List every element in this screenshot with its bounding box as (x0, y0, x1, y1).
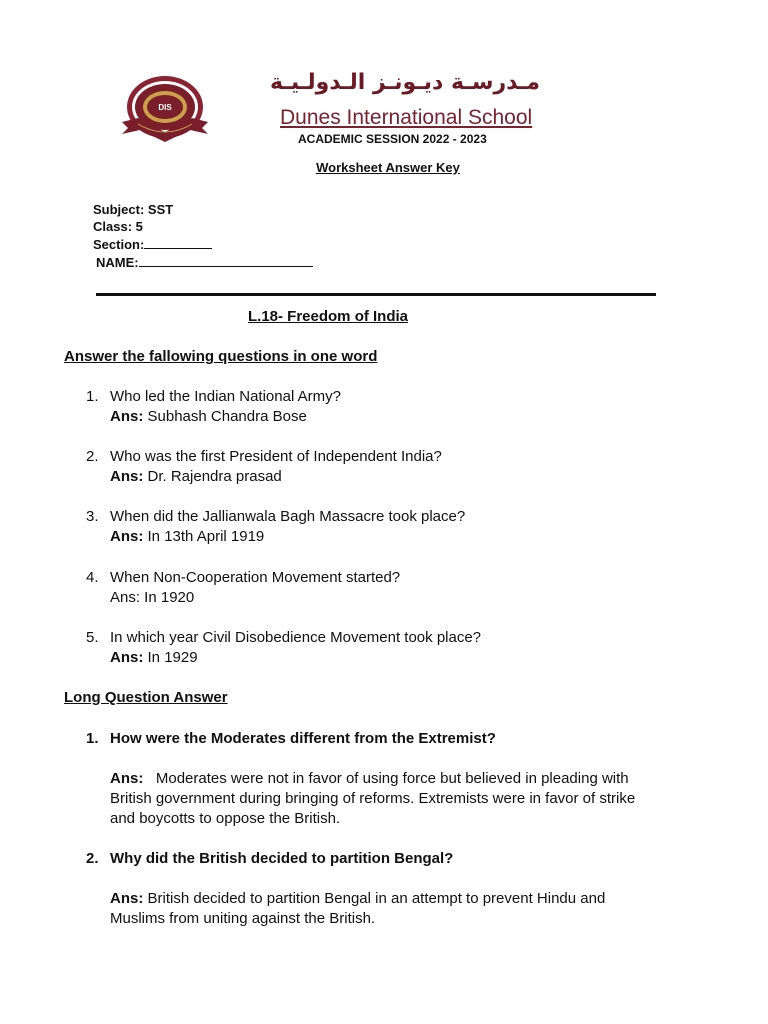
answer-paragraph (110, 889, 700, 929)
question-number: 2. (86, 448, 99, 465)
worksheet-title: Worksheet Answer Key (316, 160, 460, 175)
question-number: 2. (86, 850, 99, 867)
academic-session: ACADEMIC SESSION 2022 - 2023 (298, 132, 487, 146)
question-number: 3. (86, 508, 99, 525)
question-number: 1. (86, 388, 99, 405)
answer-text: Subhash Chandra Bose (143, 408, 307, 425)
header-divider (96, 293, 656, 296)
answer-line-text: British government during bringing of reforms. Extremists were in favor of strike (110, 790, 636, 807)
answer-line (110, 588, 700, 608)
answer-line (110, 527, 700, 547)
question-text: Who was the first President of Independent India? (110, 448, 442, 465)
school-name-arabic: مـدرسـة ديـونـز الـدولـيـة (270, 70, 540, 95)
answer-line (110, 467, 700, 487)
section-blank (144, 237, 212, 249)
answer-label: Ans: (110, 770, 144, 787)
question-item (0, 387, 768, 429)
answer-paragraph (110, 769, 700, 829)
answer-text: In 1929 (143, 649, 198, 666)
long-answer-heading: Long Question Answer (64, 689, 228, 706)
answer-line-text: Muslims from uniting against the British. (110, 910, 376, 927)
name-field (96, 255, 313, 270)
name-blank (139, 255, 313, 267)
question-text: In which year Civil Disobedience Movement took place? (110, 629, 482, 646)
answer-line-text: Moderates were not in favor of using force but believed in pleading with (155, 770, 629, 787)
answer-label: Ans: (110, 468, 144, 485)
answer-line (110, 407, 700, 427)
answer-label: Ans: (110, 589, 141, 606)
answer-line-text: British decided to partition Bengal in an attempt to prevent Hindu and (143, 890, 606, 907)
class-label: Class: 5 (93, 219, 143, 234)
answer-label: Ans: (110, 890, 144, 907)
answer-label: Ans: (110, 408, 144, 425)
question-number: 1. (86, 730, 99, 747)
answer-text: Dr. Rajendra prasad (143, 468, 282, 485)
school-logo (118, 74, 212, 146)
long-question-item (0, 729, 768, 829)
question-number: 5. (86, 629, 99, 646)
answer-text: In 1920 (140, 589, 195, 606)
question-item (0, 507, 768, 549)
subject-label: Subject: SST (93, 202, 174, 217)
question-text: When did the Jallianwala Bagh Massacre took place? (110, 508, 466, 525)
name-label: NAME: (96, 255, 139, 270)
question-item (0, 568, 768, 610)
question-text: How were the Moderates different from the Extremist? (110, 730, 496, 747)
section-field (93, 237, 212, 252)
question-text: Why did the British decided to partition Bengal? (110, 850, 454, 867)
logo-badge-text: DIS (158, 103, 172, 112)
answer-label: Ans: (110, 528, 144, 545)
question-item (0, 447, 768, 489)
question-text: When Non-Cooperation Movement started? (110, 569, 401, 586)
answer-label: Ans: (110, 649, 144, 666)
school-name: Dunes International School (280, 106, 533, 129)
section-label: Section: (93, 237, 145, 252)
question-number: 4. (86, 569, 99, 586)
answer-line (110, 648, 700, 668)
answer-text: In 13th April 1919 (143, 528, 265, 545)
question-text: Who led the Indian National Army? (110, 388, 341, 405)
question-item (0, 628, 768, 670)
one-word-heading: Answer the fallowing questions in one word (64, 348, 378, 365)
answer-line-text: and boycotts to oppose the British. (110, 810, 341, 827)
lesson-title: L.18- Freedom of India (248, 308, 409, 325)
long-question-item (0, 849, 768, 929)
